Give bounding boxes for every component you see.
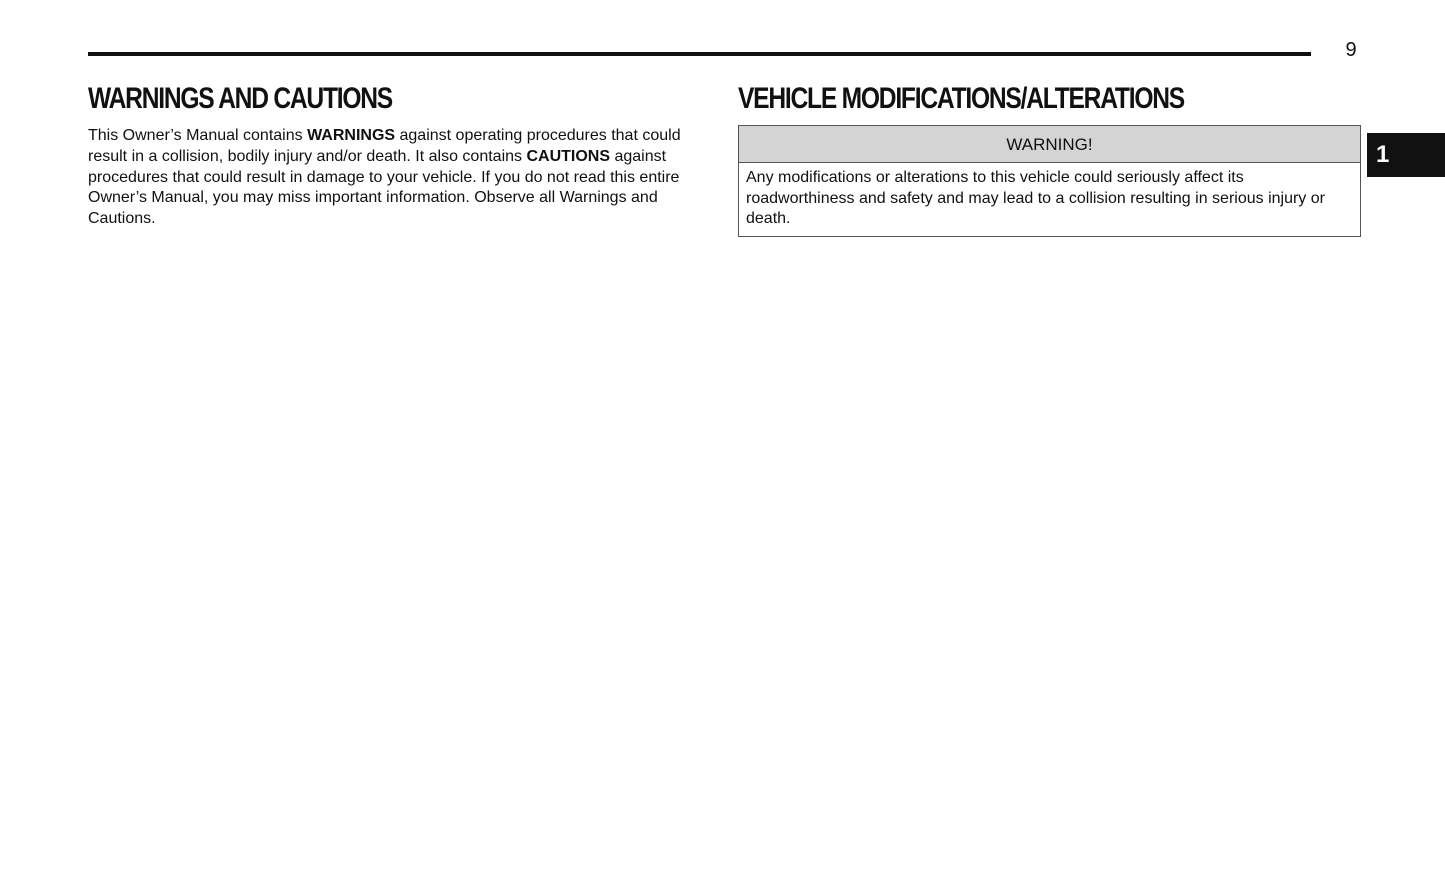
vehicle-modifications-heading: VEHICLE MODIFICATIONS/ALTERATIONS	[738, 82, 1184, 115]
paragraph-text-2: against operating procedures that could result in a collision, bodily injury and/or death. It also contains	[88, 127, 681, 165]
cautions-bold-term: CAUTIONS	[526, 147, 611, 165]
paragraph-text-1: This Owner’s Manual contains	[88, 127, 308, 144]
warnings-and-cautions-heading: WARNINGS AND CAUTIONS	[88, 82, 392, 115]
warnings-and-cautions-paragraph	[88, 126, 710, 230]
warning-box-title: WARNING!	[739, 126, 1360, 163]
paragraph-text-3: against procedures that could result in damage to your vehicle. If you do not read this entire Owner’s Manual, you may miss important information. Observe all Warnings and Cautions.	[88, 147, 680, 228]
page-number: 9	[1345, 39, 1357, 61]
warning-box	[738, 125, 1361, 237]
top-rule	[88, 52, 1311, 56]
warning-box-text: Any modifications or alterations to this vehicle could seriously affect its roadworthiness and safety and may lead to a collision resulting in serious injury or death.	[746, 169, 1325, 227]
warnings-bold-term: WARNINGS	[307, 127, 396, 144]
chapter-tab: 1	[1367, 133, 1445, 177]
